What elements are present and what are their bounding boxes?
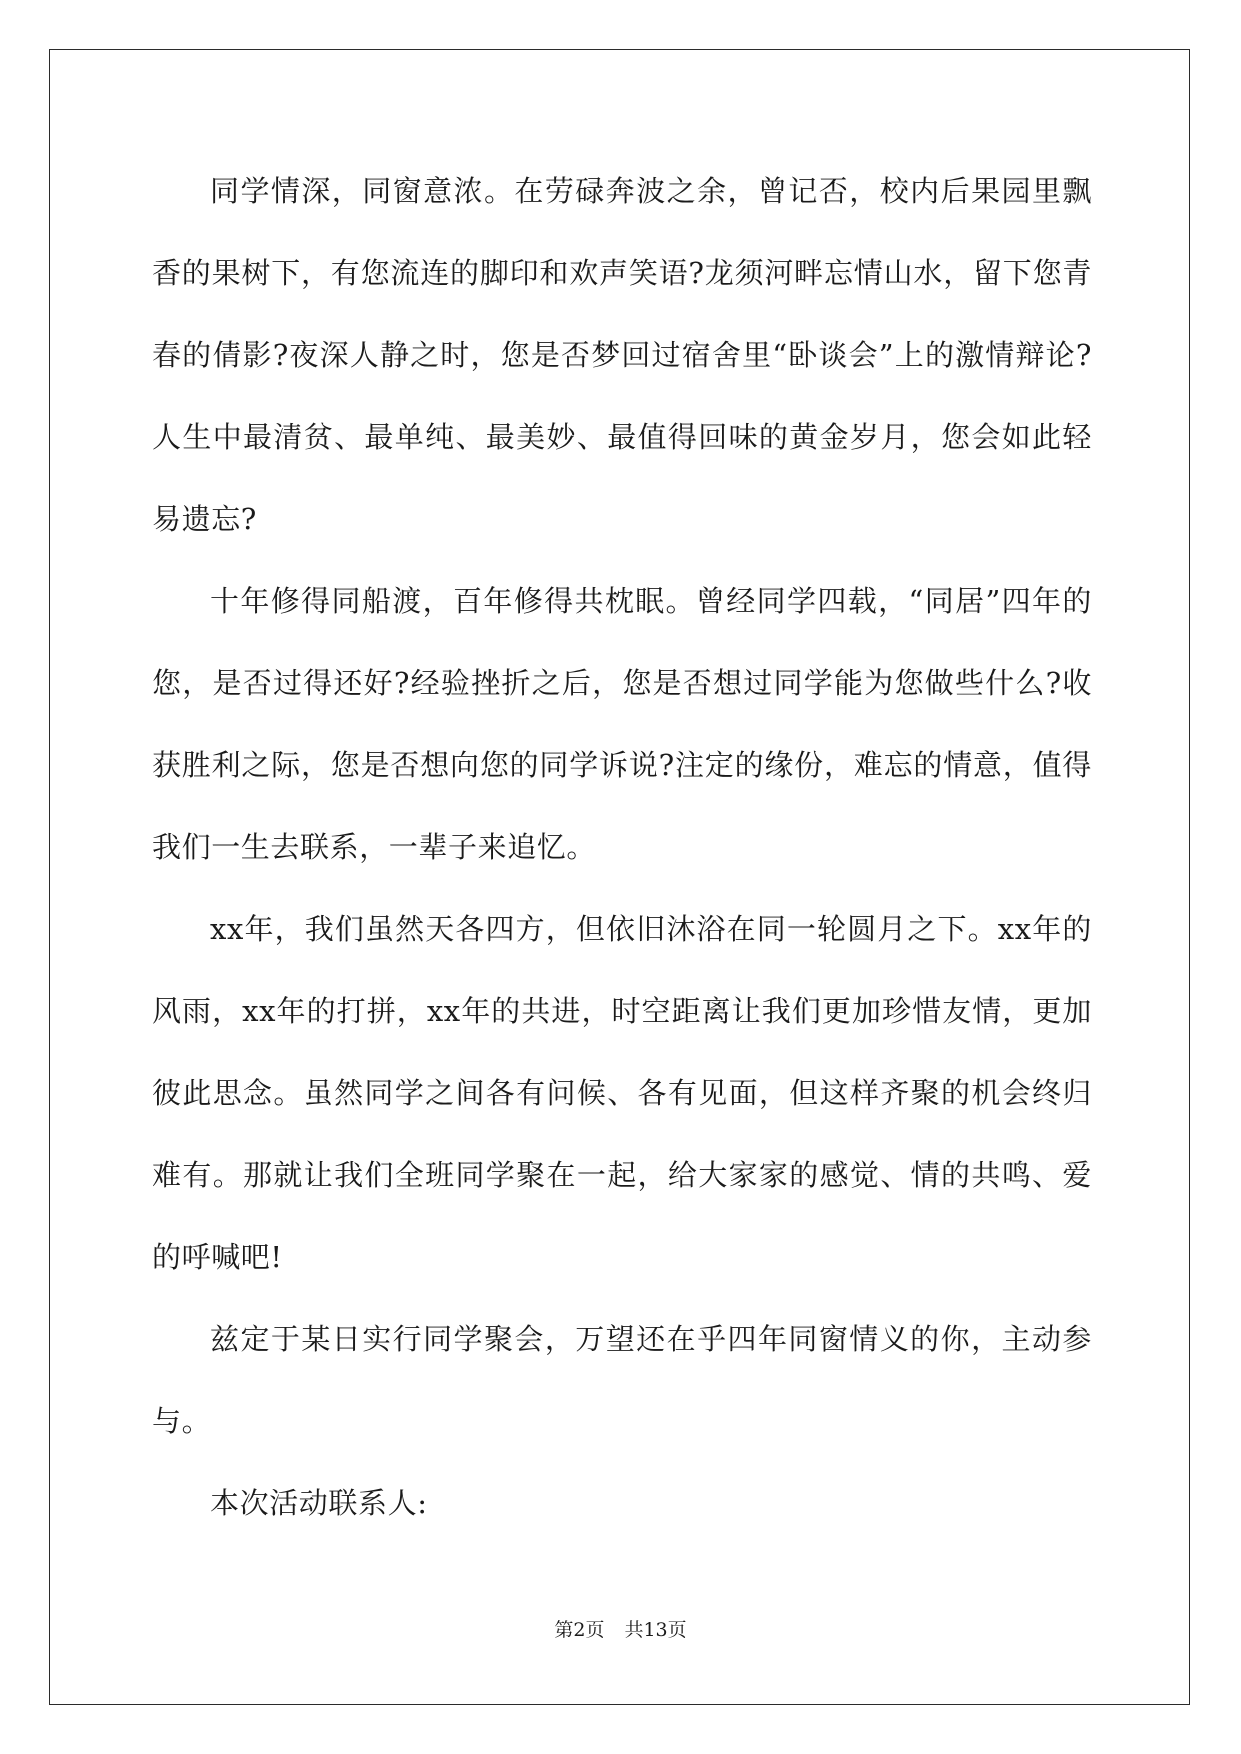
paragraph-5: 本次活动联系人: (210, 1486, 428, 1520)
page-number-total: 共13页 (624, 1619, 687, 1641)
paragraph-2: 十年修得同船渡，百年修得共枕眠。曾经同学四载，“同居”四年的您，是否过得还好?经验挫折之后，您是否想过同学能为您做些什么?收获胜利之际，您是否想向您的同学诉说?注定的缘份，难忘的情意，值得我们一生去联系，一辈子来追忆。 (152, 584, 1092, 864)
paragraph-4: 兹定于某日实行同学聚会，万望还在乎四年同窗情义的你，主动参与。 (152, 1322, 1092, 1438)
page-number-current: 第2页 (554, 1619, 605, 1641)
paragraph-1: 同学情深，同窗意浓。在劳碌奔波之余，曾记否，校内后果园里飘香的果树下，有您流连的脚印和欢声笑语?龙须河畔忘情山水，留下您青春的倩影?夜深人静之时，您是否梦回过宿舍里“卧谈会”上的激情辩论?人生中最清贫、最单纯、最美妙、最值得回味的黄金岁月，您会如此轻易遗忘? (152, 174, 1092, 536)
paragraph-3: xx年，我们虽然天各四方，但依旧沐浴在同一轮圆月之下。xx年的风雨，xx年的打拼，xx年的共进，时空距离让我们更加珍惜友情，更加彼此思念。虽然同学之间各有问候、各有见面，但这样齐聚的机会终归难有。那就让我们全班同学聚在一起，给大家家的感觉、情的共鸣、爱的呼喊吧! (152, 912, 1092, 1274)
page-footer (0, 1618, 1241, 1642)
document-body (152, 150, 1092, 1544)
